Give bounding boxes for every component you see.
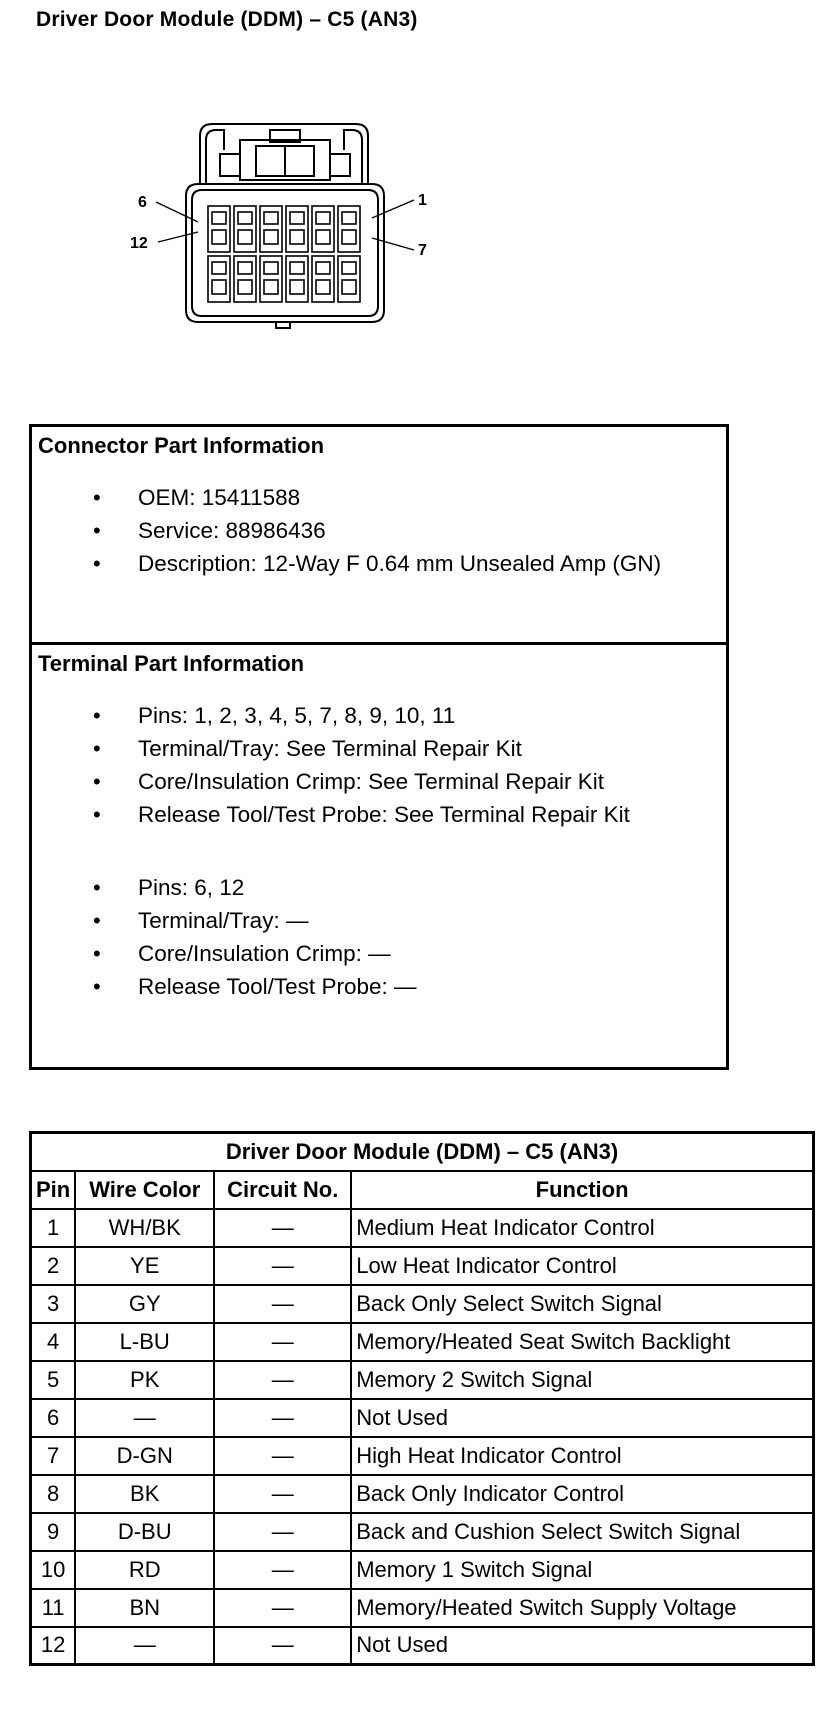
terminal-cavity-window	[264, 212, 278, 224]
connector-part-info-heading: Connector Part Information	[38, 433, 325, 458]
circuit-no-cell: —	[214, 1361, 351, 1399]
list-item: • Core/Insulation Crimp: —	[93, 941, 391, 966]
circuit-no-cell: —	[214, 1475, 351, 1513]
pin-cell: 9	[31, 1513, 76, 1551]
wire-color-cell: —	[75, 1627, 214, 1665]
terminal-part-information	[32, 645, 726, 1003]
terminal-cavity-contact	[290, 230, 304, 244]
table-row	[31, 1285, 814, 1323]
column-header-pin: Pin	[31, 1171, 76, 1209]
list-item: • Terminal/Tray: See Terminal Repair Kit	[93, 736, 522, 761]
list-item: • Core/Insulation Crimp: See Terminal Repair Kit	[93, 769, 605, 794]
circuit-no-cell: —	[214, 1627, 351, 1665]
list-item: • OEM: 15411588	[93, 485, 301, 510]
circuit-no-cell: —	[214, 1513, 351, 1551]
wire-color-cell: RD	[75, 1551, 214, 1589]
part-information-box	[29, 424, 729, 1070]
pin-label-7: 7	[418, 242, 427, 259]
connector-part-info-list	[38, 481, 720, 580]
pin-out-table	[29, 1131, 815, 1666]
function-cell: Memory/Heated Seat Switch Backlight	[351, 1323, 813, 1361]
terminal-cavity-contact	[264, 230, 278, 244]
pin-label-12: 12	[130, 235, 148, 252]
table-row	[31, 1589, 814, 1627]
list-item: • Release Tool/Test Probe: —	[93, 974, 417, 999]
terminal-cavity-window	[342, 262, 356, 274]
terminal-group-1-list	[38, 699, 720, 831]
wire-color-cell: L-BU	[75, 1323, 214, 1361]
column-header-function: Function	[351, 1171, 813, 1209]
pin-cell: 1	[31, 1209, 76, 1247]
pin-cell: 7	[31, 1437, 76, 1475]
page-title: Driver Door Module (DDM) – C5 (AN3)	[36, 8, 418, 31]
terminal-cavity-contact	[342, 280, 356, 294]
terminal-cavity-window	[212, 262, 226, 274]
wire-color-cell: BN	[75, 1589, 214, 1627]
function-cell: Memory 1 Switch Signal	[351, 1551, 813, 1589]
terminal-cavity-contact	[212, 280, 226, 294]
terminal-cavity-contact	[264, 280, 278, 294]
pin-label-6: 6	[138, 194, 147, 211]
pin-label-1: 1	[418, 192, 427, 209]
pin-cell: 6	[31, 1399, 76, 1437]
table-header-row	[31, 1171, 814, 1209]
wire-color-cell: PK	[75, 1361, 214, 1399]
table-row	[31, 1475, 814, 1513]
wire-color-cell: —	[75, 1399, 214, 1437]
function-cell: Back Only Select Switch Signal	[351, 1285, 813, 1323]
connector-part-information	[32, 427, 726, 645]
terminal-cavity-contact	[342, 230, 356, 244]
column-header-wire-color: Wire Color	[75, 1171, 214, 1209]
circuit-no-cell: —	[214, 1209, 351, 1247]
table-title-row	[31, 1133, 814, 1171]
pin-cell: 8	[31, 1475, 76, 1513]
function-cell: Back and Cushion Select Switch Signal	[351, 1513, 813, 1551]
wire-color-cell: YE	[75, 1247, 214, 1285]
terminal-cavity-contact	[316, 230, 330, 244]
table-row	[31, 1209, 814, 1247]
function-cell: Medium Heat Indicator Control	[351, 1209, 813, 1247]
terminal-cavity-window	[316, 262, 330, 274]
circuit-no-cell: —	[214, 1285, 351, 1323]
terminal-cavity-contact	[238, 280, 252, 294]
table-row	[31, 1399, 814, 1437]
pin-cell: 10	[31, 1551, 76, 1589]
wire-color-cell: D-GN	[75, 1437, 214, 1475]
table-title: Driver Door Module (DDM) – C5 (AN3)	[31, 1133, 814, 1171]
pin-cell: 2	[31, 1247, 76, 1285]
terminal-cavity-contact	[290, 280, 304, 294]
terminal-cavity-contact	[316, 280, 330, 294]
terminal-cavity-window	[316, 212, 330, 224]
table-row	[31, 1627, 814, 1665]
pin-cell: 3	[31, 1285, 76, 1323]
table-row	[31, 1513, 814, 1551]
circuit-no-cell: —	[214, 1437, 351, 1475]
terminal-cavity-window	[212, 212, 226, 224]
connector-face-diagram	[120, 110, 440, 330]
terminal-cavity-contact	[238, 230, 252, 244]
function-cell: Memory 2 Switch Signal	[351, 1361, 813, 1399]
list-item: • Service: 88986436	[93, 518, 326, 543]
terminal-cavity-window	[290, 212, 304, 224]
wire-color-cell: D-BU	[75, 1513, 214, 1551]
terminal-part-info-heading: Terminal Part Information	[38, 651, 305, 676]
terminal-cavity-window	[290, 262, 304, 274]
function-cell: Memory/Heated Switch Supply Voltage	[351, 1589, 813, 1627]
list-item: • Release Tool/Test Probe: See Terminal Repair Kit	[93, 802, 630, 827]
terminal-cavity-window	[238, 262, 252, 274]
pin-cell: 5	[31, 1361, 76, 1399]
connector-housing	[186, 124, 384, 328]
list-item: • Pins: 6, 12	[93, 875, 245, 900]
function-cell: Not Used	[351, 1399, 813, 1437]
function-cell: Low Heat Indicator Control	[351, 1247, 813, 1285]
function-cell: High Heat Indicator Control	[351, 1437, 813, 1475]
pin-cell: 11	[31, 1589, 76, 1627]
column-header-circuit-no: Circuit No.	[214, 1171, 351, 1209]
function-cell: Back Only Indicator Control	[351, 1475, 813, 1513]
terminal-cavity-window	[238, 212, 252, 224]
wire-color-cell: GY	[75, 1285, 214, 1323]
pin-cell: 4	[31, 1323, 76, 1361]
terminal-group-2-list	[38, 871, 720, 1003]
table-row	[31, 1361, 814, 1399]
table-row	[31, 1323, 814, 1361]
circuit-no-cell: —	[214, 1323, 351, 1361]
circuit-no-cell: —	[214, 1247, 351, 1285]
wire-color-cell: BK	[75, 1475, 214, 1513]
function-cell: Not Used	[351, 1627, 813, 1665]
wire-color-cell: WH/BK	[75, 1209, 214, 1247]
circuit-no-cell: —	[214, 1589, 351, 1627]
terminal-cavities	[208, 206, 360, 302]
circuit-no-cell: —	[214, 1551, 351, 1589]
list-item: • Terminal/Tray: —	[93, 908, 309, 933]
terminal-cavity-window	[264, 262, 278, 274]
table-row	[31, 1247, 814, 1285]
list-item: • Description: 12-Way F 0.64 mm Unsealed Amp (GN)	[93, 551, 662, 576]
list-item: • Pins: 1, 2, 3, 4, 5, 7, 8, 9, 10, 11	[93, 703, 456, 728]
pin-cell: 12	[31, 1627, 76, 1665]
terminal-cavity-contact	[212, 230, 226, 244]
circuit-no-cell: —	[214, 1399, 351, 1437]
pin-callouts	[156, 200, 414, 250]
terminal-cavity-window	[342, 212, 356, 224]
table-row	[31, 1437, 814, 1475]
table-row	[31, 1551, 814, 1589]
